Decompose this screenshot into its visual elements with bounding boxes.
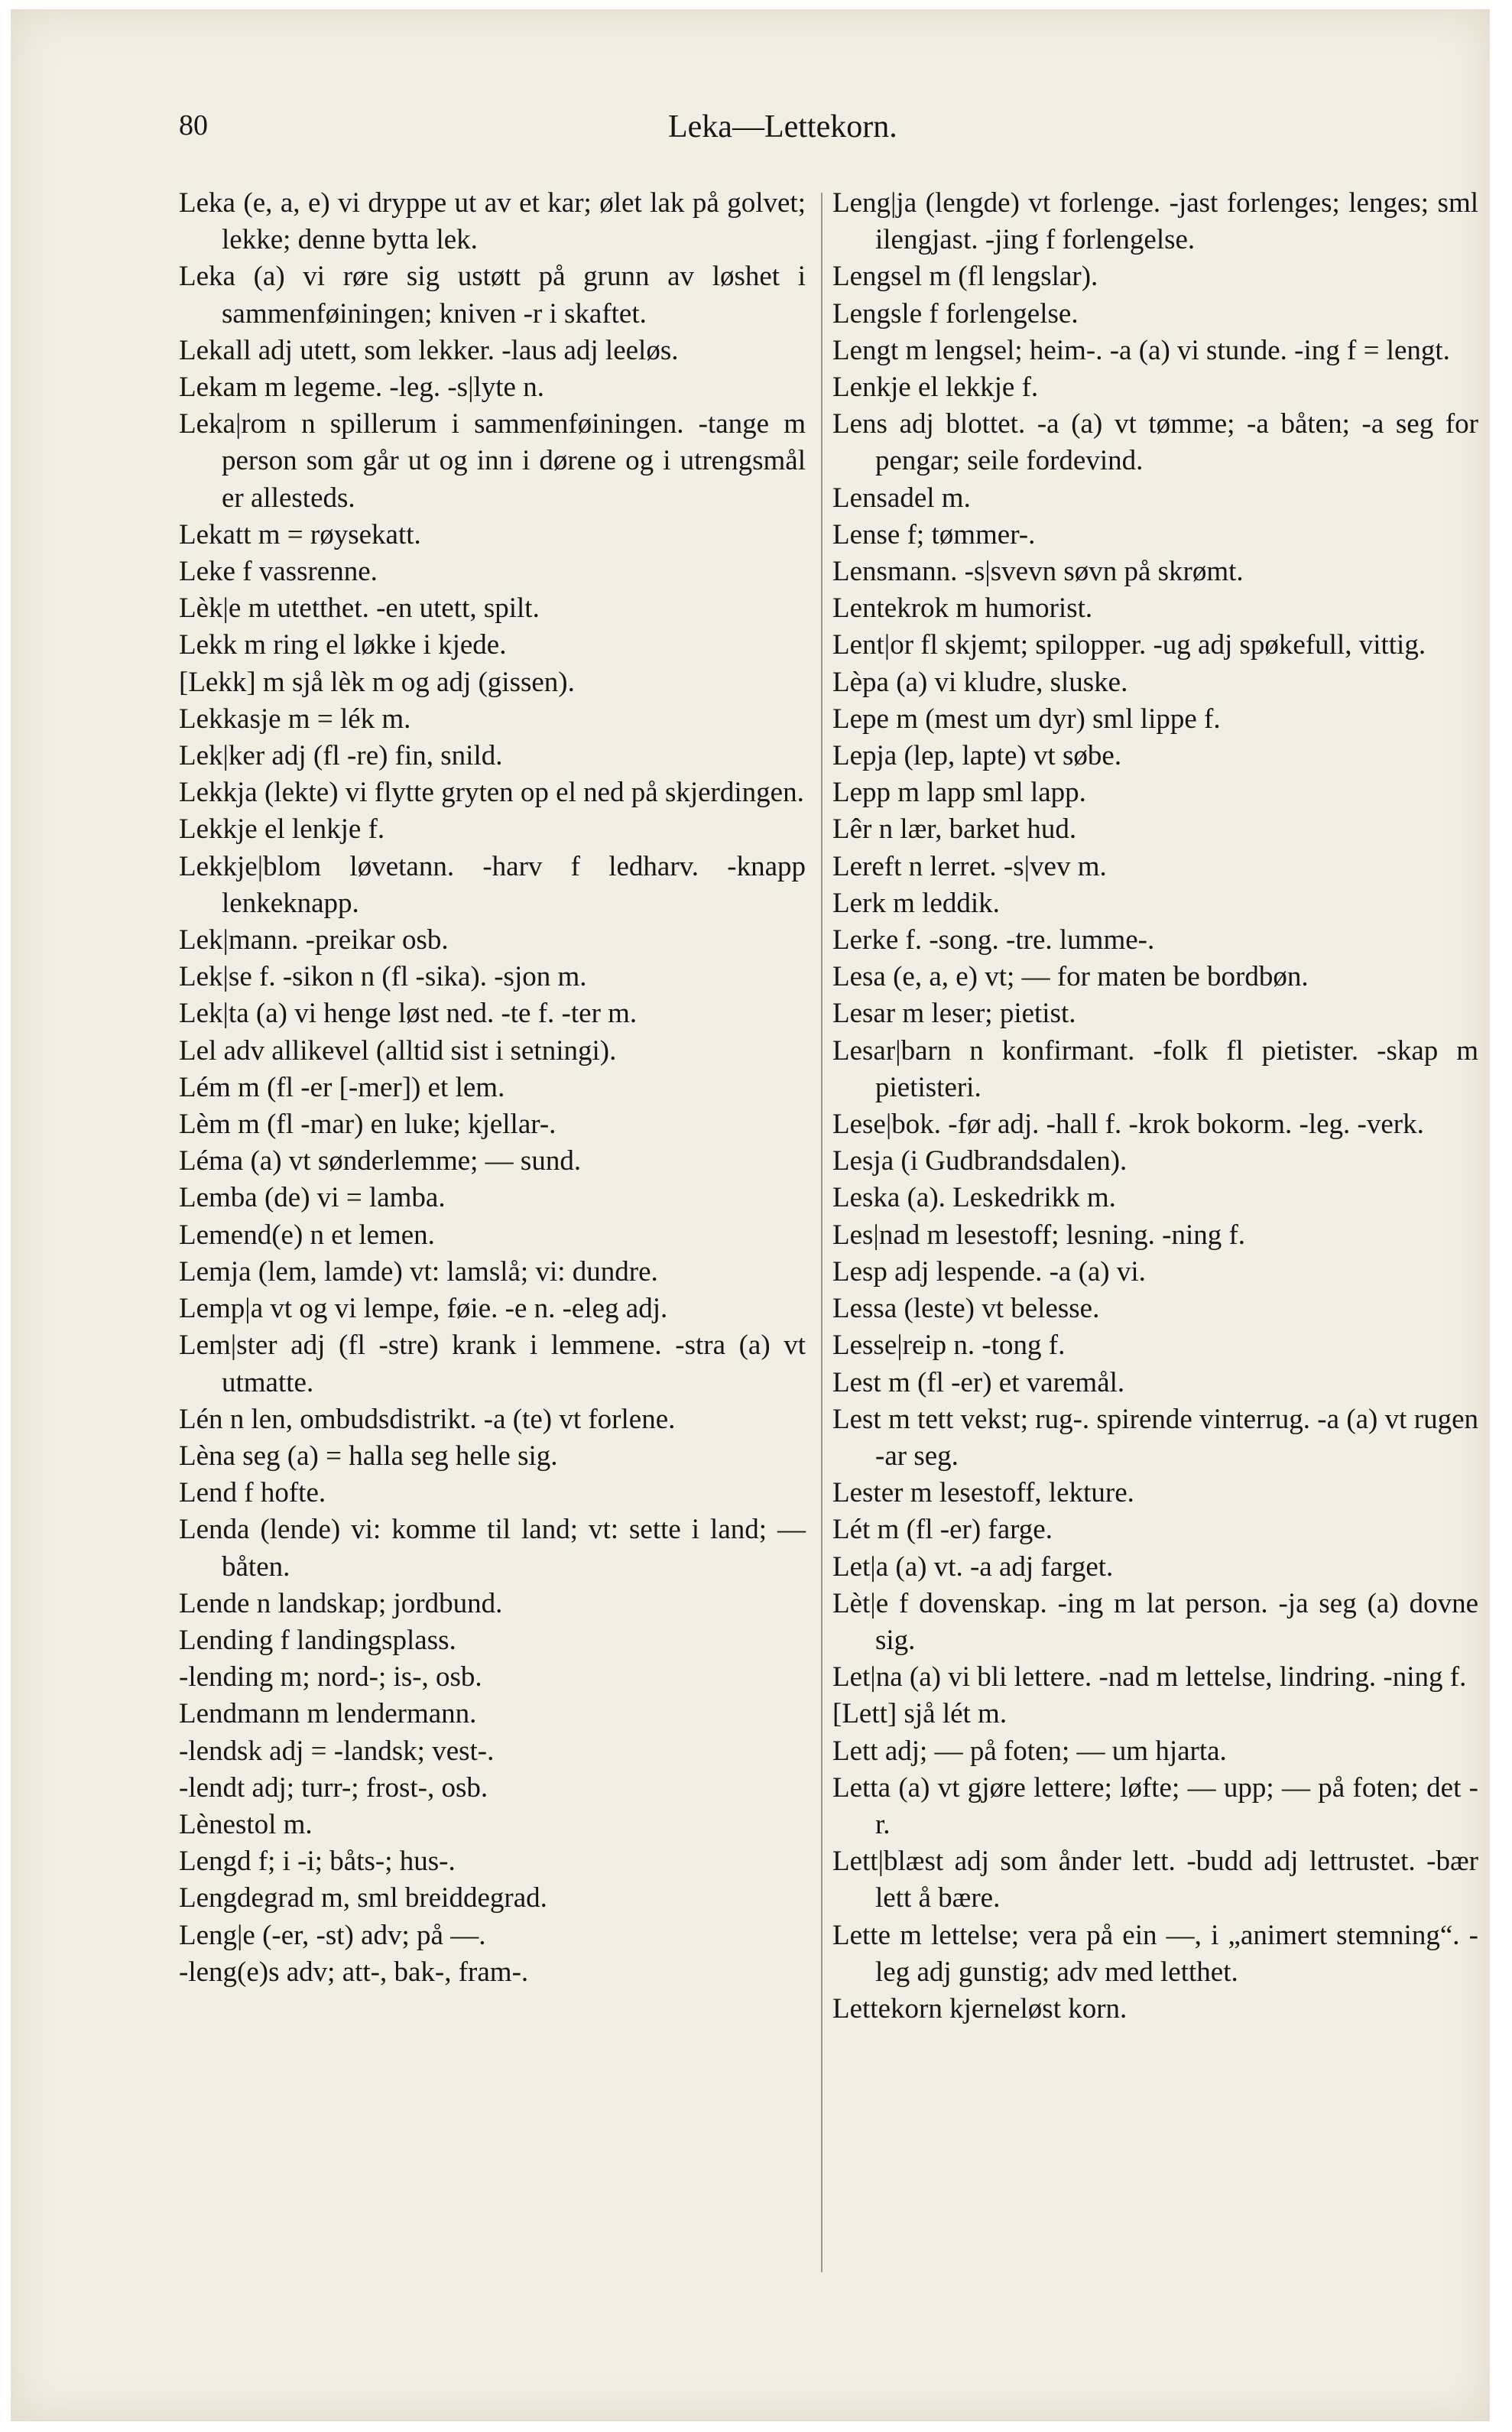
dictionary-entry: Leka (e, a, e) vi dryppe ut av et kar; ølet lak på golvet; lekke; denne bytta lek. xyxy=(179,187,806,256)
dictionary-entry: Leke f vassrenne. xyxy=(179,556,378,588)
dictionary-entry: Lekam m legeme. -leg. -s|lyte n. xyxy=(179,372,544,404)
dictionary-entry: Lest m tett vekst; rug-. spirende vinterrug. -a (a) vt rugen -ar seg. xyxy=(832,1403,1478,1472)
dictionary-entry: Les|nad m lesestoff; lesning. -ning f. xyxy=(832,1219,1246,1251)
dictionary-entry: Lesa (e, a, e) vt; — for maten be bordbøn. xyxy=(832,961,1309,993)
dictionary-entry: -leng(e)s adv; att-, bak-, fram-. xyxy=(179,1956,529,1988)
dictionary-entry: Lêr n lær, barket hud. xyxy=(832,813,1077,846)
dictionary-entry: Lepja (lep, lapte) vt søbe. xyxy=(832,740,1122,772)
dictionary-entry: Lesar|barn n konfirmant. -folk fl pietister. -skap m pietisteri. xyxy=(832,1034,1478,1103)
dictionary-entry: Lest m (fl -er) et varemål. xyxy=(832,1366,1125,1398)
dictionary-entry: Lensadel m. xyxy=(832,482,971,514)
dictionary-entry: Lett|blæst adj som ånder lett. -budd adj lettrustet. -bær lett å bære. xyxy=(832,1846,1478,1914)
dictionary-entry: -lendt adj; turr-; frost-, osb. xyxy=(179,1771,488,1804)
dictionary-entry: Lendmann m lendermann. xyxy=(179,1698,477,1730)
dictionary-entry: Lensmann. -s|svevn søvn på skrømt. xyxy=(832,556,1244,588)
dictionary-entry: Lek|se f. -sikon n (fl -sika). -sjon m. xyxy=(179,961,587,993)
dictionary-entry: Lese|bok. -før adj. -hall f. -krok bokorm. -leg. -verk. xyxy=(832,1109,1424,1141)
dictionary-entry: Leska (a). Leskedrikk m. xyxy=(832,1182,1116,1214)
dictionary-entry: Lekkje el lenkje f. xyxy=(179,813,385,846)
dictionary-entry: Letta (a) vt gjøre lettere; løfte; — upp; — på foten; det -r. xyxy=(832,1771,1478,1840)
dictionary-entry: Lending f landingsplass. xyxy=(179,1624,456,1656)
dictionary-entry: Lereft n lerret. -s|vev m. xyxy=(832,850,1107,882)
dictionary-entry: Lerke f. -song. -tre. lumme-. xyxy=(832,924,1155,956)
dictionary-entry: Lengt m lengsel; heim-. -a (a) vi stunde. -ing f = lengt. xyxy=(832,334,1450,366)
dictionary-entry: Lekatt m = røysekatt. xyxy=(179,518,421,550)
dictionary-entry: [Lett] sjå lét m. xyxy=(832,1698,1007,1730)
dictionary-entry: Lesja (i Gudbrandsdalen). xyxy=(832,1145,1128,1177)
dictionary-entry: Lém m (fl -er [-mer]) et lem. xyxy=(179,1071,505,1103)
dictionary-entry: Lekk m ring el løkke i kjede. xyxy=(179,629,507,661)
right-column xyxy=(832,185,1478,2028)
dictionary-entry: Lèk|e m utetthet. -en utett, spilt. xyxy=(179,593,540,625)
dictionary-entry: Lerk m leddik. xyxy=(832,887,1000,919)
dictionary-entry: Lengsle f forlengelse. xyxy=(832,297,1079,330)
dictionary-entry: Lesar m leser; pietist. xyxy=(832,998,1076,1030)
left-column xyxy=(179,185,806,1991)
dictionary-entry: Lenkje el lekkje f. xyxy=(832,372,1039,404)
dictionary-entry: Lek|ker adj (fl -re) fin, snild. xyxy=(179,740,503,772)
dictionary-entry: Let|a (a) vt. -a adj farget. xyxy=(832,1550,1114,1583)
dictionary-entry: Lemp|a vt og vi lempe, føie. -e n. -eleg adj. xyxy=(179,1293,668,1325)
dictionary-entry: Lepe m (mest um dyr) sml lippe f. xyxy=(832,703,1221,735)
dictionary-entry: Lettekorn kjerneløst korn. xyxy=(832,1992,1128,2025)
dictionary-entry: Lent|or fl skjemt; spilopper. -ug adj spøkefull, vittig. xyxy=(832,629,1426,661)
dictionary-entry: Lèt|e f dovenskap. -ing m lat person. -ja seg (a) dovne sig. xyxy=(832,1587,1478,1656)
dictionary-entry: Lemja (lem, lamde) vt: lamslå; vi: dundre. xyxy=(179,1255,658,1287)
dictionary-entry: Leka|rom n spillerum i sammenføiningen. -tange m person som går ut og inn i dørene og i utrengsmål er allesteds. xyxy=(179,408,806,514)
dictionary-entry: -lendsk adj = -landsk; vest-. xyxy=(179,1735,495,1767)
dictionary-entry: Let|na (a) vi bli lettere. -nad m lettelse, lindring. -ning f. xyxy=(832,1661,1467,1693)
dictionary-entry: Lepp m lapp sml lapp. xyxy=(832,777,1086,809)
dictionary-entry: Lengsel m (fl lengslar). xyxy=(832,261,1098,293)
dictionary-entry: Lek|ta (a) vi henge løst ned. -te f. -ter m. xyxy=(179,998,638,1030)
dictionary-entry: Lentekrok m humorist. xyxy=(832,593,1093,625)
dictionary-entry: Lel adv allikevel (alltid sist i setningi). xyxy=(179,1034,617,1067)
dictionary-entry: [Lekk] m sjå lèk m og adj (gissen). xyxy=(179,666,575,698)
dictionary-entry: Lènestol m. xyxy=(179,1808,313,1840)
dictionary-entry: Lemend(e) n et lemen. xyxy=(179,1219,435,1251)
dictionary-entry: Lesp adj lespende. -a (a) vi. xyxy=(832,1255,1146,1287)
dictionary-entry: Lekkasje m = lék m. xyxy=(179,703,411,735)
dictionary-entry: Lengdegrad m, sml breiddegrad. xyxy=(179,1882,547,1914)
dictionary-entry: Lend f hofte. xyxy=(179,1477,326,1509)
dictionary-entry: Lenda (lende) vi: komme til land; vt: sette i land; — båten. xyxy=(179,1514,806,1583)
dictionary-entry: Lekall adj utett, som lekker. -laus adj leeløs. xyxy=(179,334,679,366)
running-head: Leka—Lettekorn. xyxy=(668,109,897,144)
dictionary-entry: Lesse|reip n. -tong f. xyxy=(832,1330,1066,1362)
dictionary-entry: Lekkja (lekte) vi flytte gryten op el ned på skjerdingen. xyxy=(179,777,804,809)
dictionary-entry: Lek|mann. -preikar osb. xyxy=(179,924,449,956)
dictionary-entry: Lessa (leste) vt belesse. xyxy=(832,1293,1100,1325)
dictionary-entry: Lèna seg (a) = halla seg helle sig. xyxy=(179,1440,558,1472)
dictionary-entry: Lester m lesestoff, lekture. xyxy=(832,1477,1134,1509)
dictionary-entry: Lekkje|blom løvetann. -harv f ledharv. -knapp lenkeknapp. xyxy=(179,850,806,919)
dictionary-entry: Lett adj; — på foten; — um hjarta. xyxy=(832,1735,1227,1767)
dictionary-entry: Léma (a) vt sønderlemme; — sund. xyxy=(179,1145,582,1177)
dictionary-entry: Leng|ja (lengde) vt forlenge. -jast forlenges; lenges; sml ilengjast. -jing f forlengelse. xyxy=(832,187,1478,256)
dictionary-entry: Lèpa (a) vi kludre, sluske. xyxy=(832,666,1128,698)
dictionary-entry: Lemba (de) vi = lamba. xyxy=(179,1182,446,1214)
page-number: 80 xyxy=(179,109,208,141)
dictionary-entry: Lem|ster adj (fl -stre) krank i lemmene. -stra (a) vt utmatte. xyxy=(179,1330,806,1398)
dictionary-entry: Lens adj blottet. -a (a) vt tømme; -a båten; -a seg for pengar; seile fordevind. xyxy=(832,408,1478,477)
dictionary-entry: Lense f; tømmer-. xyxy=(832,518,1036,550)
dictionary-entry: Lét m (fl -er) farge. xyxy=(832,1514,1053,1546)
dictionary-entry: Lén n len, ombudsdistrikt. -a (te) vt forlene. xyxy=(179,1403,676,1435)
dictionary-entry: Lengd f; i -i; båts-; hus-. xyxy=(179,1846,456,1878)
dictionary-entry: Lende n landskap; jordbund. xyxy=(179,1587,503,1619)
column-divider xyxy=(821,193,823,2272)
dictionary-entry: -lending m; nord-; is-, osb. xyxy=(179,1661,482,1693)
dictionary-entry: Lèm m (fl -mar) en luke; kjellar-. xyxy=(179,1109,556,1141)
dictionary-page xyxy=(11,9,1490,2421)
dictionary-entry: Leka (a) vi røre sig ustøtt på grunn av løshet i sammenføiningen; kniven -r i skaftet. xyxy=(179,261,806,330)
dictionary-entry: Lette m lettelse; vera på ein —, i „animert stemning“. -leg adj gunstig; adv med letthet. xyxy=(832,1919,1478,1988)
dictionary-entry: Leng|e (-er, -st) adv; på —. xyxy=(179,1919,486,1951)
page-header xyxy=(179,109,1475,154)
